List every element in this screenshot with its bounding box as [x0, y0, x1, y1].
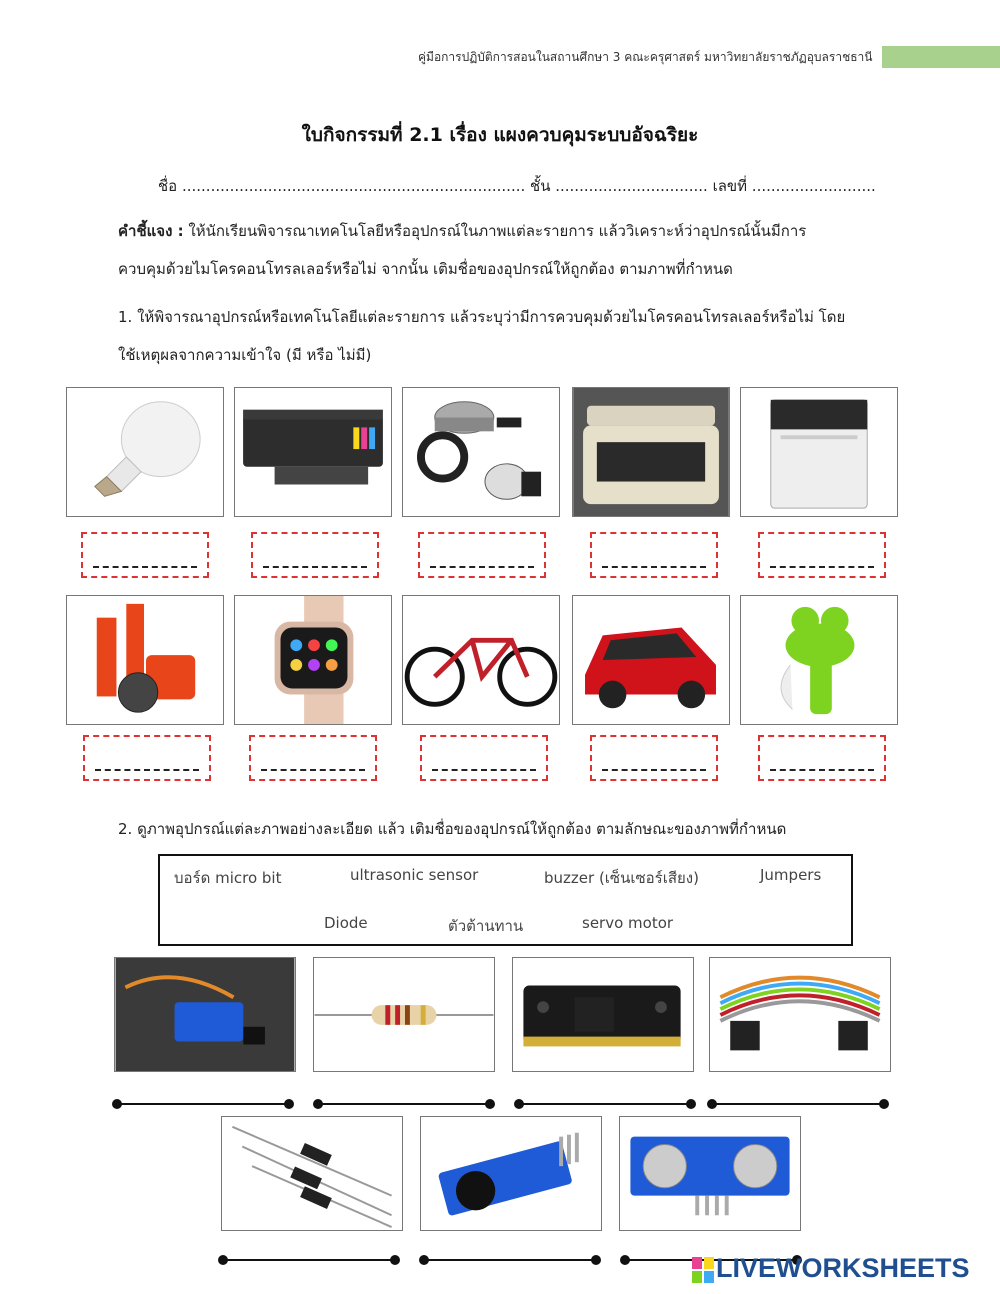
answer-box-4[interactable]	[590, 532, 718, 578]
servo-motor-icon	[115, 958, 295, 1071]
bicycle-icon	[403, 596, 559, 724]
ultrasonic-sensor-icon	[620, 1117, 800, 1230]
answer-box-7[interactable]	[249, 735, 377, 781]
buzzer-image	[420, 1116, 602, 1231]
answer-box-9[interactable]	[590, 735, 718, 781]
question-1-line-2: ใช้เหตุผลจากความเข้าใจ (มี หรือ ไม่มี)	[118, 346, 372, 364]
light-bulb-image	[66, 387, 224, 517]
typewriter-icon	[573, 388, 729, 516]
word-bank-item: servo motor	[582, 914, 674, 932]
washing-machine-image	[740, 387, 898, 517]
answer-box-2[interactable]	[251, 532, 379, 578]
line-answer-2[interactable]	[313, 1098, 495, 1110]
answer-blank	[263, 566, 367, 568]
answer-box-3[interactable]	[418, 532, 546, 578]
light-bulb-icon	[67, 388, 223, 516]
line-answer-3[interactable]	[514, 1098, 696, 1110]
word-bank-item: บอร์ด micro bit	[174, 869, 282, 887]
header-accent-bar	[882, 46, 1000, 68]
line-answer-6[interactable]	[419, 1254, 601, 1266]
flashlight-image	[66, 595, 224, 725]
line-answer-5[interactable]	[218, 1254, 400, 1266]
jumper-wires-icon	[710, 958, 890, 1071]
answer-blank	[93, 566, 197, 568]
buzzer-module-icon	[421, 1117, 601, 1230]
word-bank-item: Diode	[324, 914, 368, 932]
word-bank-item: buzzer (เซ็นเซอร์เสียง)	[544, 869, 699, 887]
answer-box-5[interactable]	[758, 532, 886, 578]
answer-blank	[770, 769, 874, 771]
printer-image	[234, 387, 392, 517]
instruction-line-2: ควบคุมด้วยไมโครคอนโทรลเลอร์หรือไม่ จากนั้น เติมชื่อของอุปกรณ์ให้ถูกต้อง ตามภาพที่กำหนด	[118, 260, 733, 278]
line-answer-1[interactable]	[112, 1098, 294, 1110]
question-1-line-1: 1. ให้พิจารณาอุปกรณ์หรือเทคโนโลยีแต่ละรายการ แล้วระบุว่ามีการควบคุมด้วยไมโครคอนโทรลเลอร์หรือไม่ โดย	[118, 308, 846, 326]
hand-fan-image	[740, 595, 898, 725]
flashlight-icon	[67, 596, 223, 724]
answer-box-6[interactable]	[83, 735, 211, 781]
answer-blank	[602, 769, 706, 771]
liveworksheets-logo-text: LIVEWORKSHEETS	[716, 1253, 970, 1283]
microbit-image	[512, 957, 694, 1072]
printer-icon	[235, 388, 391, 516]
diode-icon	[222, 1117, 402, 1230]
answer-blank	[432, 769, 536, 771]
answer-blank	[770, 566, 874, 568]
answer-blank	[261, 769, 365, 771]
microbit-board-icon	[513, 958, 693, 1071]
resistor-image	[313, 957, 495, 1072]
instruction-label: คำชี้แจง :	[118, 222, 184, 240]
word-bank-item: ตัวต้านทาน	[448, 917, 524, 935]
washing-machine-icon	[741, 388, 897, 516]
word-bank	[158, 854, 853, 946]
answer-box-8[interactable]	[420, 735, 548, 781]
ultrasonic-image	[619, 1116, 801, 1231]
instruction-line-1	[118, 212, 898, 250]
typewriter-image	[572, 387, 730, 517]
bicycle-bell-icon	[403, 388, 559, 516]
answer-box-10[interactable]	[758, 735, 886, 781]
answer-blank	[602, 566, 706, 568]
answer-box-1[interactable]	[81, 532, 209, 578]
jumper-wires-image	[709, 957, 891, 1072]
car-image	[572, 595, 730, 725]
answer-blank	[95, 769, 199, 771]
resistor-icon	[314, 958, 494, 1071]
bicycle-image	[402, 595, 560, 725]
answer-blank	[430, 566, 534, 568]
smartwatch-image	[234, 595, 392, 725]
instruction-text-1: ให้นักเรียนพิจารณาเทคโนโลยีหรืออุปกรณ์ในภาพแต่ละรายการ แล้ววิเคราะห์ว่าอุปกรณ์นั้นมีการ	[183, 222, 807, 240]
liveworksheets-logo-icon	[692, 1257, 714, 1283]
bicycle-bell-image	[402, 387, 560, 517]
word-bank-item: ultrasonic sensor	[350, 866, 479, 884]
hand-fan-icon	[741, 596, 897, 724]
diode-image	[221, 1116, 403, 1231]
servo-motor-image	[114, 957, 296, 1072]
page-header-text: คู่มือการปฏิบัติการสอนในสถานศึกษา 3 คณะครุศาสตร์ มหาวิทยาลัยราชภัฏอุบลราชธานี	[418, 50, 873, 64]
question-2-line: 2. ดูภาพอุปกรณ์แต่ละภาพอย่างละเอียด แล้ว เติมชื่อของอุปกรณ์ให้ถูกต้อง ตามลักษณะของภาพที่กำหนด	[118, 820, 787, 838]
line-answer-4[interactable]	[707, 1098, 889, 1110]
car-icon	[573, 596, 729, 724]
student-info-line: ชื่อ ........................................................................ ชั้น ................................ เลขที่ ..........................	[158, 177, 876, 195]
smartwatch-icon	[235, 596, 391, 724]
word-bank-item: Jumpers	[760, 866, 822, 884]
worksheet-title: ใบกิจกรรมที่ 2.1 เรื่อง แผงควบคุมระบบอัจฉริยะ	[301, 124, 699, 146]
